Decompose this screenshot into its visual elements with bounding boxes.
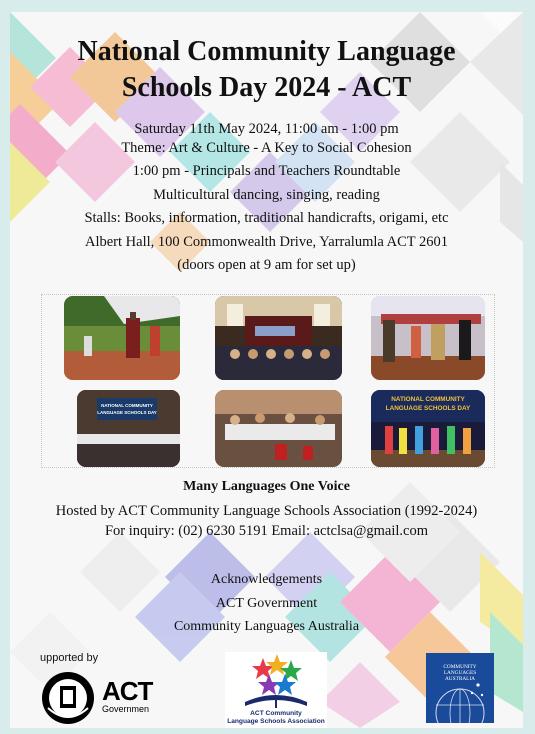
photo-stage-group xyxy=(215,296,342,380)
photo-flags-stage xyxy=(371,296,485,380)
inquiry-contact: For inquiry: (02) 6230 5191 Email: actclsa@gmail.com xyxy=(104,523,429,539)
actclsa-name xyxy=(225,710,327,725)
acknowledgements xyxy=(10,568,523,639)
event-activities: Multicultural dancing, singing, reading xyxy=(153,186,380,203)
event-date: Saturday 11th May 2024, 11:00 am - 1:00 pm xyxy=(134,121,399,137)
event-theme: Theme: Art & Culture - A Key to Social Cohesion xyxy=(121,139,412,156)
acknowledgements-heading: Acknowledgements xyxy=(210,572,323,587)
acknowledgement-cla: Community Languages Australia xyxy=(173,619,360,634)
title-line-2: Schools Day 2024 - ACT xyxy=(121,72,412,103)
supported-by-label: upported by xyxy=(40,652,99,664)
event-doors: (doors open at 9 am for set up) xyxy=(177,257,356,273)
photo-tables-meeting xyxy=(215,390,342,467)
photo-performers-banner xyxy=(371,390,485,467)
svg-text:NATIONAL COMMUNITY: NATIONAL COMMUNITY xyxy=(101,403,153,408)
event-stalls: Stalls: Books, information, traditional handicrafts, origami, etc xyxy=(84,210,449,226)
community-languages-australia-logo xyxy=(426,653,494,723)
svg-text:LANGUAGE SCHOOLS DAY: LANGUAGE SCHOOLS DAY xyxy=(385,405,471,412)
event-roundtable: 1:00 pm - Principals and Teachers Roundtable xyxy=(132,163,401,179)
act-gov-subtext: Governmen xyxy=(102,704,150,714)
actclsa-emblem-icon xyxy=(225,652,327,710)
flyer-page xyxy=(10,12,523,728)
actclsa-logo xyxy=(225,652,327,728)
acknowledgement-act-government: ACT Government xyxy=(215,595,318,611)
act-gov-text: ACT xyxy=(102,676,153,706)
photo-roundtable-panel xyxy=(77,390,180,467)
act-crest-icon xyxy=(40,668,98,726)
host-info xyxy=(10,501,523,541)
cla-line-3: AUSTRALIA xyxy=(444,676,475,682)
photo-dancers-outdoor xyxy=(64,296,180,380)
svg-text:LANGUAGE SCHOOLS DAY: LANGUAGE SCHOOLS DAY xyxy=(97,410,157,415)
motto: Many Languages One Voice xyxy=(183,479,350,494)
event-details xyxy=(10,118,523,278)
cla-line-1: COMMUNITY xyxy=(443,664,477,670)
svg-text:NATIONAL COMMUNITY: NATIONAL COMMUNITY xyxy=(391,396,465,403)
act-government-logo xyxy=(40,668,153,728)
page-title xyxy=(10,34,523,106)
actclsa-line-2: Language Schools Association xyxy=(227,717,325,725)
event-venue: Albert Hall, 100 Commonwealth Drive, Yarralumla ACT 2601 xyxy=(85,233,448,250)
title-line-1: National Community Language xyxy=(77,36,456,67)
actclsa-line-1: ACT Community xyxy=(250,710,302,717)
photo-grid xyxy=(41,294,495,468)
globe-icon xyxy=(426,653,494,723)
hosted-by: Hosted by ACT Community Language Schools Association (1992-2024) xyxy=(55,503,478,519)
cla-line-2: LANGUAGES xyxy=(443,670,477,676)
